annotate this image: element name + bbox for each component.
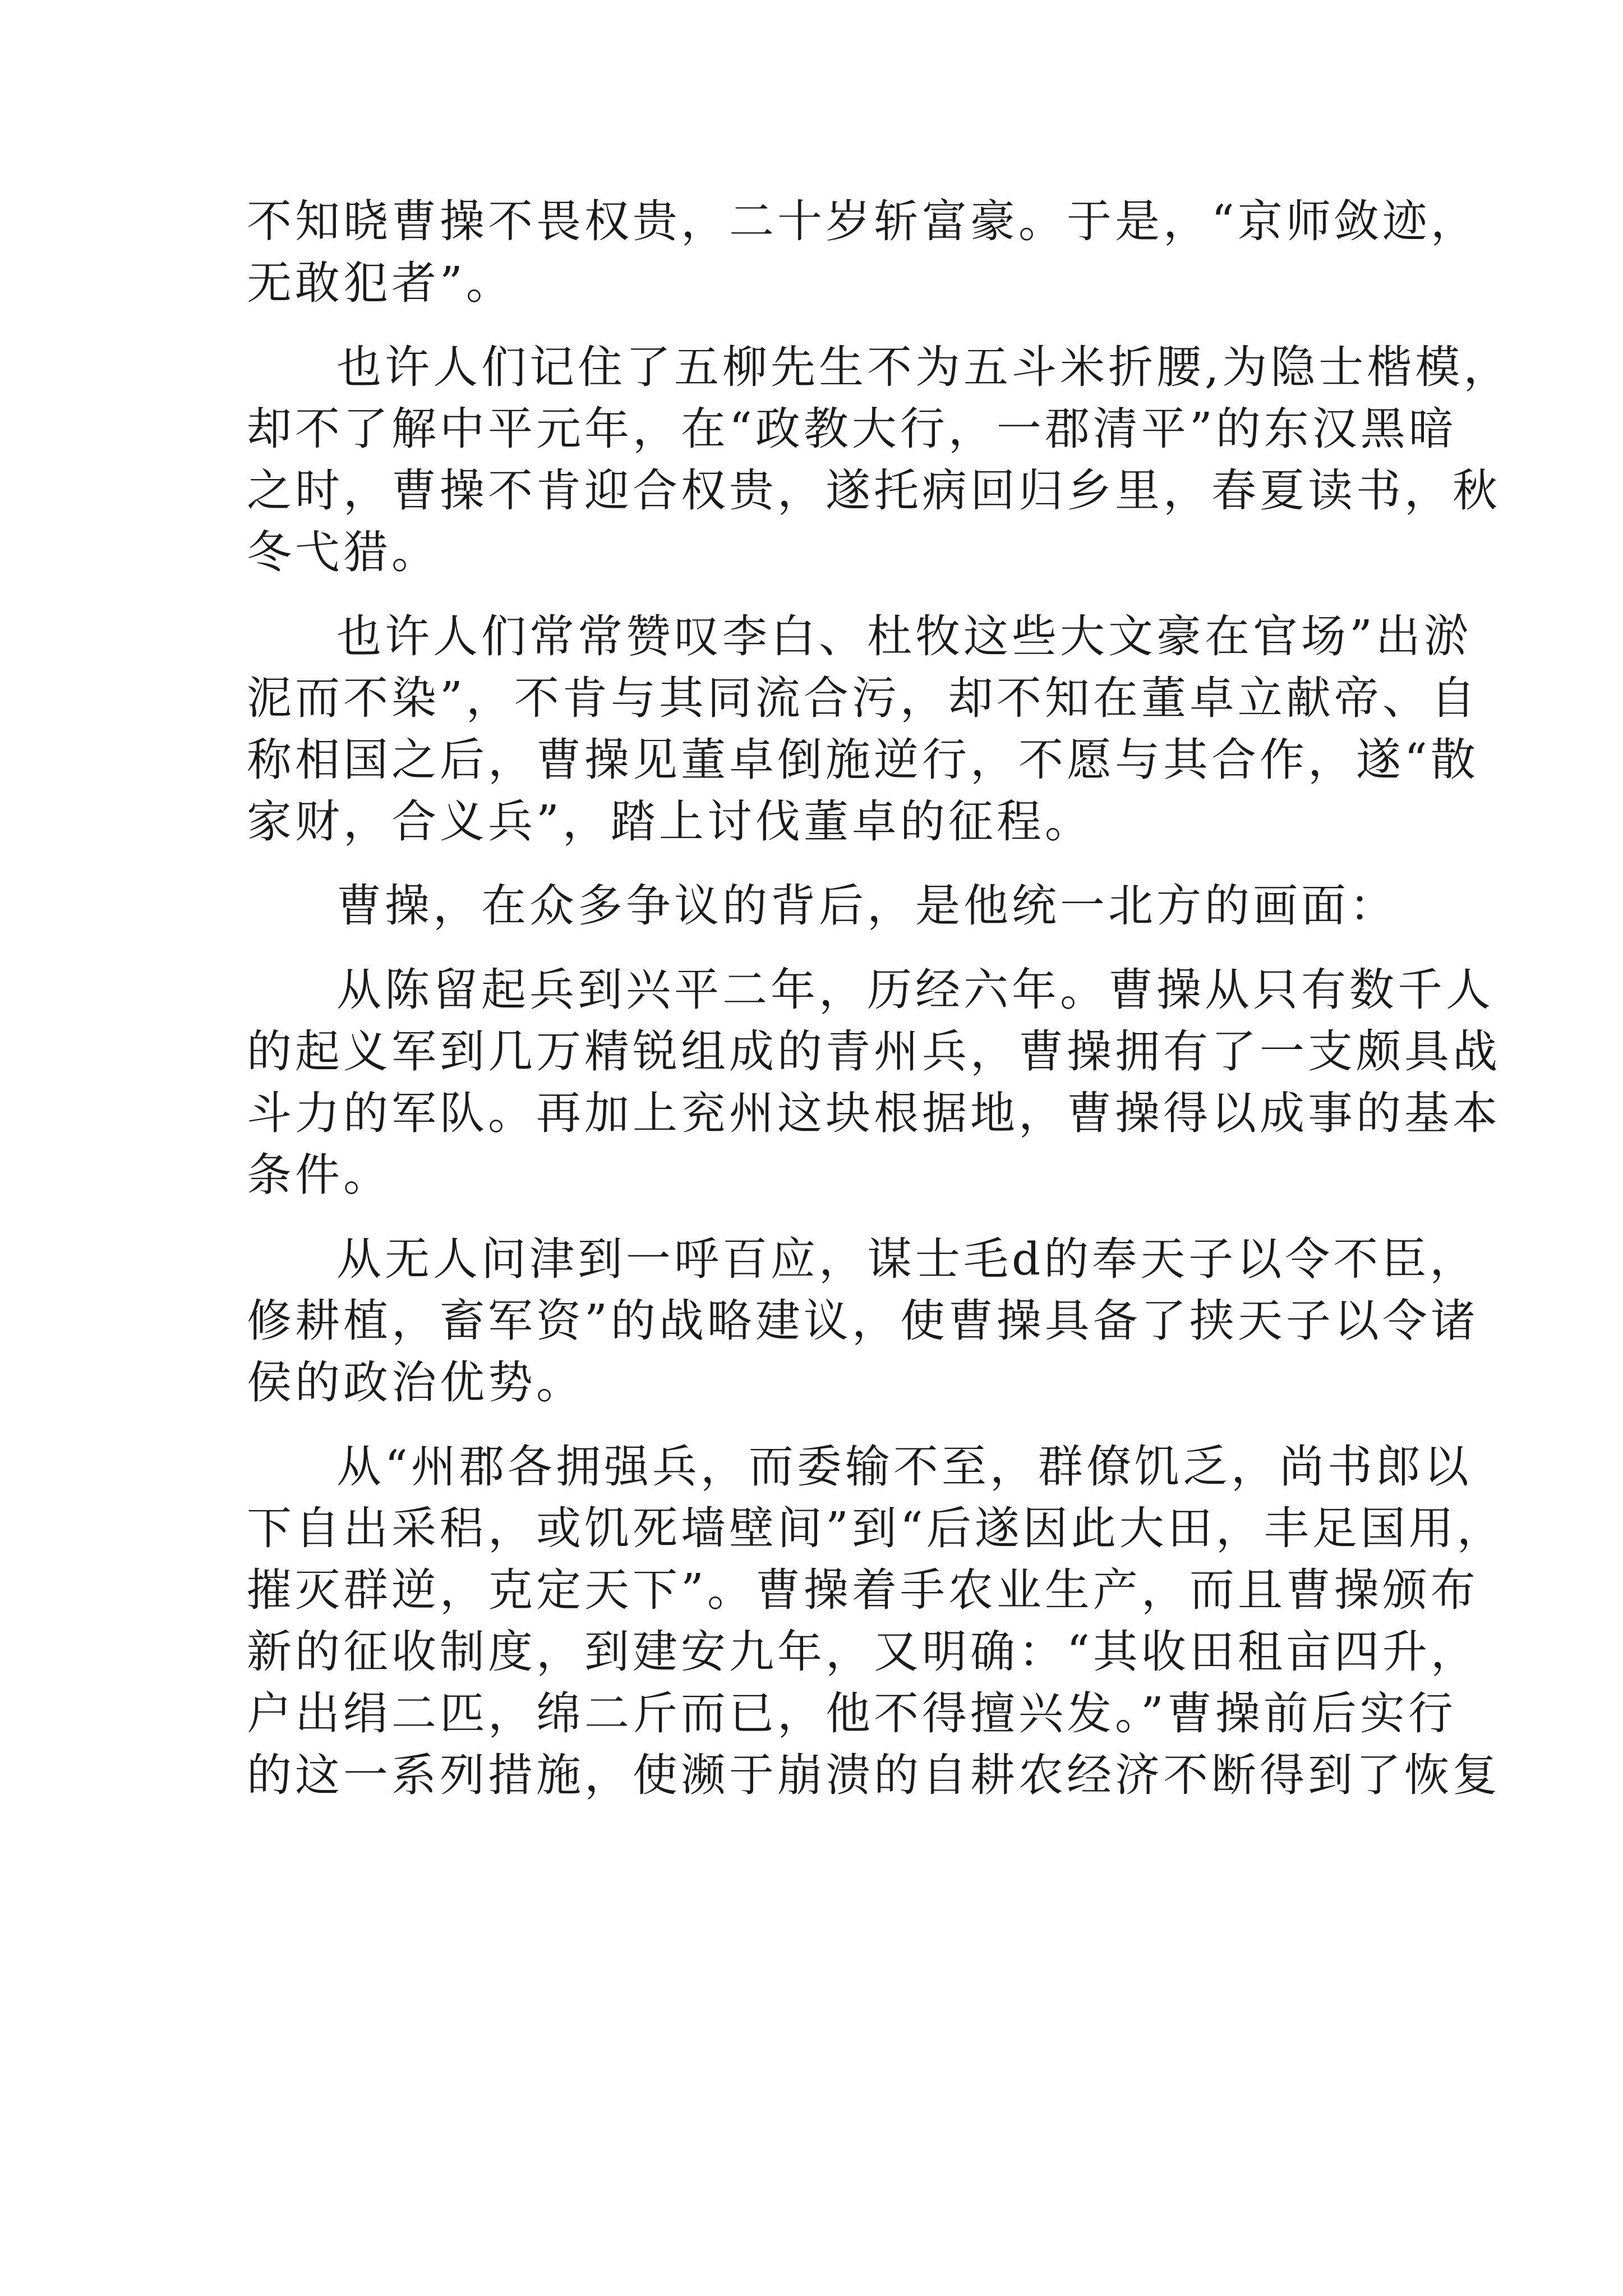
paragraph-6 xyxy=(247,1228,1479,1414)
text-line: 冬弋猎。 xyxy=(247,526,440,578)
paragraph-7 xyxy=(247,1436,1505,1806)
text-line: 不知晓曹操不畏权贵，二十岁斩富豪。于是，“京师敛迹， xyxy=(247,195,1479,247)
text-line: 曹操，在众多争议的背后，是他统一北方的画面： xyxy=(336,880,1398,932)
paragraph-5 xyxy=(247,959,1501,1206)
paragraph-4 xyxy=(247,875,1430,937)
text-line: 却不了解中平元年，在“政教大行，一郡清平”的东汉黑暗 xyxy=(247,403,1457,455)
text-line: 家财，合义兵”，踏上讨伐董卓的征程。 xyxy=(247,795,1093,848)
text-line: 户出绢二匹，绵二斤而已，他不得擅兴发。”曹操前后实行 xyxy=(247,1687,1456,1740)
text-line: 无敢犯者”。 xyxy=(247,257,514,309)
text-line: 泥而不染”，不肯与其同流合污，却不知在董卓立献帝、自 xyxy=(247,672,1479,724)
text-line: 摧灭群逆，克定天下”。曹操着手农业生产，而且曹操颁布 xyxy=(247,1564,1479,1616)
text-line: 修耕植，畜军资”的战略建议，使曹操具备了挟天子以令诸 xyxy=(247,1295,1479,1347)
paragraph-3 xyxy=(247,606,1479,853)
paragraph-1 xyxy=(247,191,1479,314)
body-text xyxy=(247,191,1512,1806)
text-line: 斗力的军队。再加上兖州这块根据地，曹操得以成事的基本 xyxy=(247,1087,1501,1139)
text-line: 也许人们常常赞叹李白、杜牧这些大文豪在官场”出淤 xyxy=(336,610,1472,662)
text-line: 从“州郡各拥强兵，而委输不至，群僚饥乏，尚书郎以 xyxy=(336,1441,1472,1493)
text-line: 侯的政治优势。 xyxy=(247,1356,584,1409)
text-line: 称相国之后，曹操见董卓倒施逆行，不愿与其合作，遂“散 xyxy=(247,734,1479,786)
text-line: 也许人们记住了五柳先生不为五斗米折腰,为隐士楷模， xyxy=(336,341,1512,393)
paragraph-2 xyxy=(247,337,1512,583)
text-line: 的这一系列措施，使濒于崩溃的自耕农经济不断得到了恢复 xyxy=(247,1749,1501,1801)
text-line: 之时，曹操不肯迎合权贵，遂托病回归乡里，春夏读书，秋 xyxy=(247,464,1501,517)
text-line: 下自出采稆，或饥死墙壁间”到“后遂因此大田，丰足国用， xyxy=(247,1502,1505,1554)
text-line: 条件。 xyxy=(247,1149,391,1201)
text-line: 从陈留起兵到兴平二年，历经六年。曹操从只有数千人 xyxy=(336,964,1494,1016)
text-line: 从无人问津到一呼百应，谋士毛d的奉天子以令不臣， xyxy=(336,1233,1478,1285)
text-line: 新的征收制度，到建安九年，又明确：“其收田租亩四升， xyxy=(247,1626,1479,1678)
text-line: 的起义军到几万精锐组成的青州兵，曹操拥有了一支颇具战 xyxy=(247,1025,1501,1078)
